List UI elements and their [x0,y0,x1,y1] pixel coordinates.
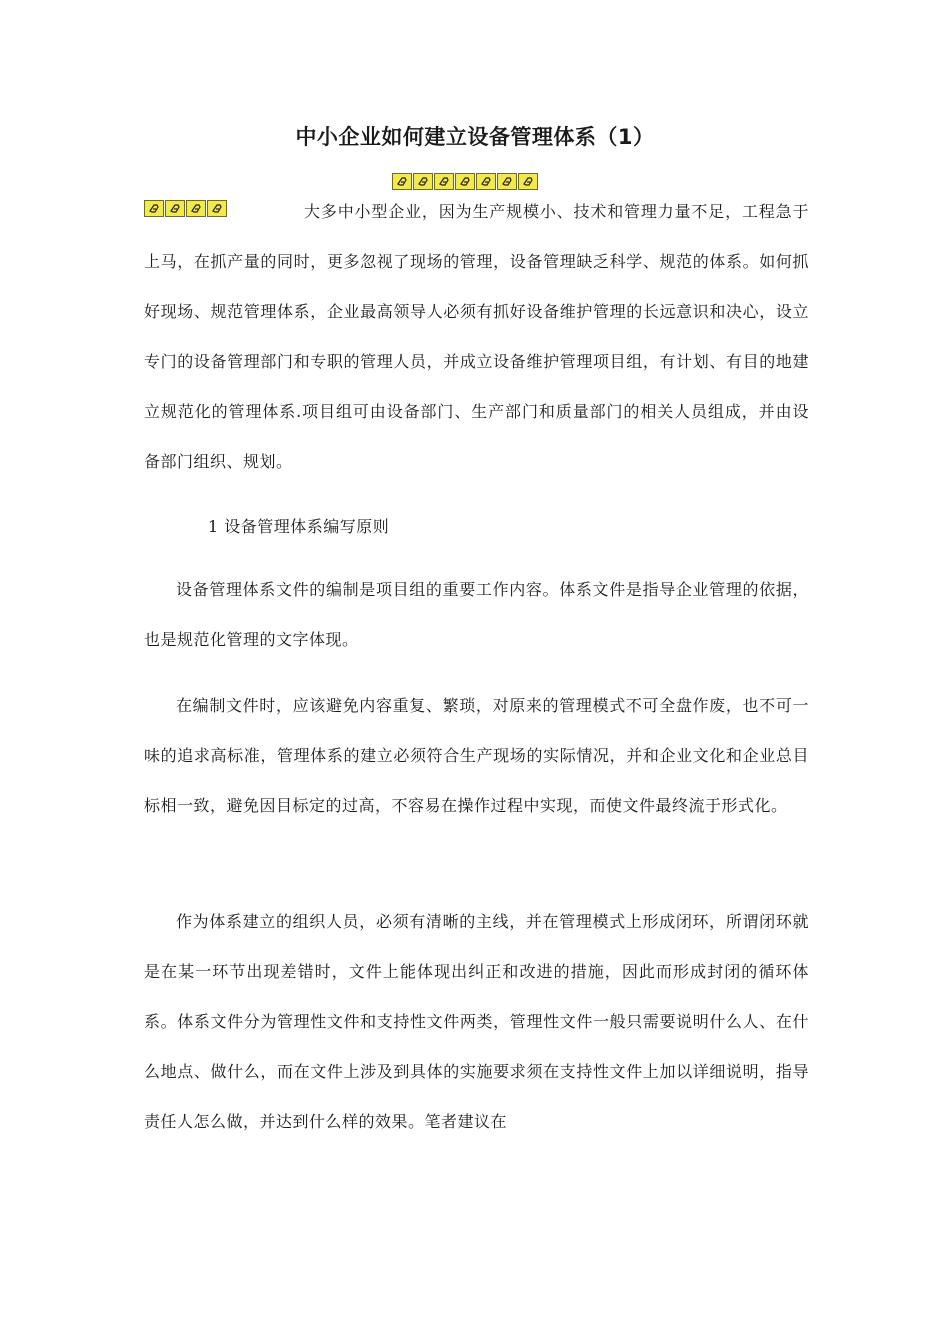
paragraph-body: 作为体系建立的组织人员，必须有清晰的主线，并在管理模式上形成闭环，所谓闭环就是在某一环节出现差错时，文件上能体现出纠正和改进的措施，因此而形成封闭的循环体系。体系文件分为管理性文件和支持性文件两类，管理性文件一般只需要说明什么人、在什么地点、做什么，而在文件上涉及到具体的实施要求须在支持性文件上加以详细说明，指导责任人怎么做，并达到什么样的效果。笔者建议在 [144,912,809,1131]
paragraph-body: 在编制文件时，应该避免内容重复、繁琐，对原来的管理模式不可全盘作废，也不可一味的追求高标准，管理体系的建立必须符合生产现场的实际情况，并和企业文化和企业总目标相一致，避免因目标定的过高，不容易在操作过程中实现，而使文件最终流于形式化。 [144,696,809,815]
page-title: 中小企业如何建立设备管理体系（1） [295,125,655,149]
section-heading: 1 设备管理体系编写原则 [208,517,390,536]
paragraph-intro: 大多中小型企业，因为生产规模小、技术和管理力量不足，工程急于上马，在抓产量的同时，更多忽视了现场的管理，设备管理缺乏科学、规范的体系。如何抓好现场、规范管理体系，企业最高领导人必须有抓好设备维护管理的长远意识和决心，设立专门的设备管理部门和专职的管理人员，并成立设备维护管理项目组，有计划、有目的地建立规范化的管理体系.项目组可由设备部门、生产部门和质量部门的相关人员组成，并由设备部门组织、规划。 [144,202,809,471]
paragraph-body: 设备管理体系文件的编制是项目组的重要工作内容。体系文件是指导企业管理的依据，也是规范化管理的文字体现。 [144,580,809,649]
